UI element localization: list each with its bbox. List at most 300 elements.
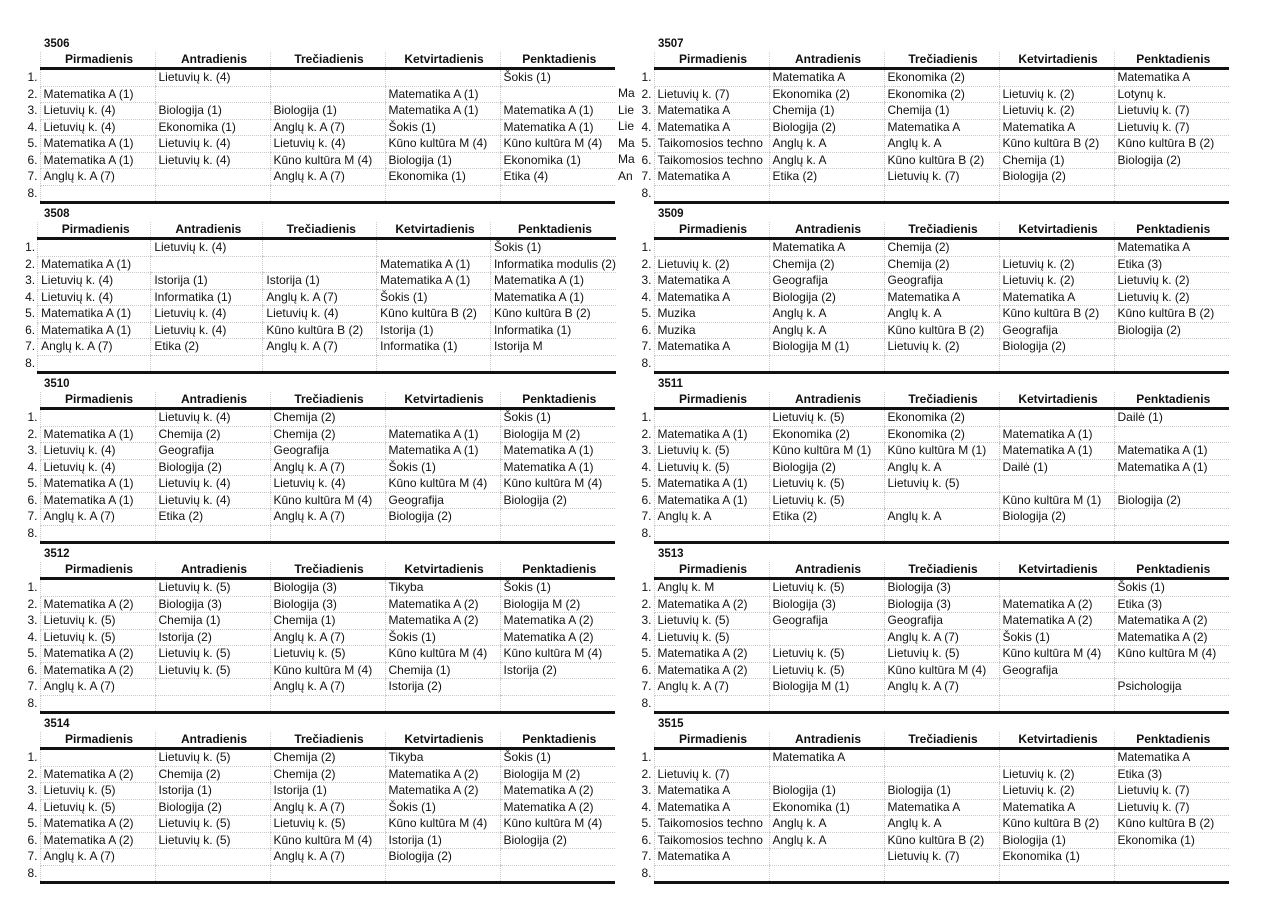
lesson-cell — [40, 865, 155, 883]
day-header: Antradienis — [155, 392, 270, 409]
period-number: 4. — [641, 119, 652, 134]
lesson-cell: Informatika modulis (2) — [490, 256, 616, 273]
period-row — [614, 749, 1229, 767]
lesson-cell — [1114, 525, 1229, 543]
lesson-cell: Lietuvių k. (4) — [155, 69, 270, 87]
lesson-cell: Matematika A (1) — [999, 443, 1114, 460]
lesson-cell — [654, 865, 769, 883]
lesson-cell — [999, 185, 1114, 203]
period-number: 6. — [641, 832, 652, 847]
lesson-cell: Lietuvių k. (7) — [654, 86, 769, 103]
period-number: 8. — [27, 526, 38, 541]
period-number: 7. — [27, 679, 38, 694]
lesson-cell: Lietuvių k. (2) — [999, 273, 1114, 290]
period-number-cell — [614, 256, 654, 273]
lesson-cell: Matematika A — [654, 273, 769, 290]
lesson-cell — [654, 69, 769, 87]
lesson-cell: Matematika A (1) — [40, 492, 155, 509]
lesson-cell: Matematika A — [999, 799, 1114, 816]
lesson-cell — [999, 69, 1114, 87]
lesson-cell — [40, 525, 155, 543]
period-number-cell — [0, 832, 40, 849]
lesson-cell: Lietuvių k. (2) — [1114, 273, 1229, 290]
lesson-cell: Biologija (2) — [155, 799, 270, 816]
lesson-cell — [500, 509, 615, 526]
header-row — [614, 392, 1229, 409]
lesson-cell: Lietuvių k. (5) — [155, 579, 270, 597]
period-number: 8. — [641, 356, 652, 371]
day-header: Ketvirtadienis — [385, 392, 500, 409]
lesson-cell: Matematika A (1) — [500, 103, 615, 120]
lesson-cell: Matematika A — [999, 119, 1114, 136]
header-row — [0, 222, 616, 239]
lesson-cell: Anglų k. A (7) — [263, 289, 377, 306]
period-row — [0, 816, 615, 833]
lesson-cell: Matematika A (2) — [40, 766, 155, 783]
period-number: 3. — [27, 443, 38, 458]
lesson-cell: Šokis (1) — [385, 799, 500, 816]
lesson-cell — [1114, 849, 1229, 866]
lesson-cell: Lietuvių k. (2) — [999, 103, 1114, 120]
lesson-cell: Lietuvių k. (5) — [769, 662, 884, 679]
period-number: 7. — [641, 679, 652, 694]
period-number: 3. — [641, 103, 652, 118]
lesson-cell: Muzika — [654, 306, 769, 323]
lesson-cell: Biologija (1) — [999, 832, 1114, 849]
lesson-cell — [490, 355, 616, 373]
day-header: Antradienis — [769, 222, 884, 239]
period-row — [0, 749, 615, 767]
day-header: Penktadienis — [1114, 562, 1229, 579]
lesson-cell: Anglų k. A — [769, 832, 884, 849]
lesson-cell — [884, 766, 999, 783]
period-number: 6. — [641, 152, 652, 167]
lesson-cell — [385, 525, 500, 543]
period-row — [614, 679, 1229, 696]
lesson-cell: Lietuvių k. (4) — [40, 443, 155, 460]
lesson-cell — [155, 185, 270, 203]
lesson-cell: Anglų k. A — [884, 306, 999, 323]
period-row — [614, 865, 1229, 883]
timetable-grid — [614, 392, 1229, 544]
lesson-cell: Matematika A (1) — [385, 86, 500, 103]
lesson-cell: Etika (3) — [1114, 596, 1229, 613]
lesson-cell: Biologija (2) — [1114, 492, 1229, 509]
lesson-cell — [769, 865, 884, 883]
lesson-cell: Muzika — [654, 322, 769, 339]
lesson-cell: Matematika A (2) — [654, 662, 769, 679]
period-number: 7. — [25, 339, 36, 354]
lesson-cell: Chemija (1) — [884, 103, 999, 120]
period-row — [0, 119, 615, 136]
lesson-cell — [999, 476, 1114, 493]
period-row — [614, 86, 1229, 103]
period-number: 7. — [27, 849, 38, 864]
lesson-cell: Lietuvių k. (5) — [769, 476, 884, 493]
period-number: 8. — [25, 356, 36, 371]
period-row — [0, 256, 616, 273]
lesson-cell: Kūno kultūra M (4) — [385, 646, 500, 663]
period-number: 2. — [641, 256, 652, 271]
timetable-grid — [614, 52, 1229, 204]
period-row — [0, 865, 615, 883]
lesson-cell: Biologija (2) — [385, 849, 500, 866]
lesson-cell: Anglų k. A (7) — [40, 849, 155, 866]
lesson-cell: Kūno kultūra M (4) — [385, 476, 500, 493]
lesson-cell: Kūno kultūra M (4) — [500, 136, 615, 153]
lesson-cell — [500, 695, 615, 713]
lesson-cell: Kūno kultūra B (2) — [1114, 136, 1229, 153]
lesson-cell: Ekonomika (1) — [500, 152, 615, 169]
period-number: 8. — [27, 866, 38, 881]
period-row — [0, 646, 615, 663]
lesson-cell: Etika (2) — [769, 169, 884, 186]
period-number-cell — [614, 783, 654, 800]
lesson-cell: Kūno kultūra M (1) — [884, 443, 999, 460]
lesson-cell — [884, 865, 999, 883]
period-number-cell — [0, 256, 38, 273]
period-number-cell — [0, 865, 40, 883]
lesson-cell: Matematika A — [654, 339, 769, 356]
lesson-cell: Tikyba — [385, 749, 500, 767]
lesson-cell: Matematika A — [999, 289, 1114, 306]
lesson-cell: Šokis (1) — [377, 289, 491, 306]
day-header: Antradienis — [155, 732, 270, 749]
period-row — [614, 409, 1229, 427]
class-title: 3510 — [44, 378, 70, 390]
period-number: 5. — [641, 476, 652, 491]
period-number: 5. — [27, 476, 38, 491]
period-number-cell — [614, 646, 654, 663]
lesson-cell: Lietuvių k. (7) — [1114, 799, 1229, 816]
period-number: 4. — [25, 289, 36, 304]
lesson-cell — [999, 695, 1114, 713]
lesson-cell: Kūno kultūra B (2) — [884, 832, 999, 849]
lesson-cell — [40, 695, 155, 713]
lesson-cell: Matematika A — [654, 849, 769, 866]
lesson-cell: Chemija (2) — [155, 426, 270, 443]
lesson-cell: Ekonomika (2) — [884, 409, 999, 427]
period-number: 5. — [27, 816, 38, 831]
lesson-cell — [38, 355, 151, 373]
period-row — [614, 799, 1229, 816]
lesson-cell: Matematika A (1) — [40, 426, 155, 443]
period-row — [0, 322, 616, 339]
period-number: 7. — [27, 509, 38, 524]
period-number: 4. — [641, 289, 652, 304]
period-number-cell — [614, 152, 654, 169]
lesson-cell: Anglų k. A (7) — [270, 169, 385, 186]
lesson-cell — [40, 749, 155, 767]
lesson-cell: Anglų k. A — [884, 136, 999, 153]
lesson-cell: Biologija (1) — [884, 783, 999, 800]
lesson-cell: Etika (3) — [1114, 766, 1229, 783]
lesson-cell — [884, 749, 999, 767]
lesson-cell: Chemija (1) — [155, 613, 270, 630]
lesson-cell — [654, 355, 769, 373]
lesson-cell — [769, 695, 884, 713]
period-row — [614, 119, 1229, 136]
lesson-cell: Matematika A (2) — [385, 783, 500, 800]
lesson-cell: Chemija (2) — [270, 409, 385, 427]
period-number-cell — [614, 355, 654, 373]
lesson-cell — [1114, 695, 1229, 713]
lesson-cell: Kūno kultūra B (2) — [377, 306, 491, 323]
lesson-cell: Biologija M (1) — [769, 679, 884, 696]
period-row — [614, 306, 1229, 323]
lesson-cell: Anglų k. A — [769, 152, 884, 169]
lesson-cell: Anglų k. A (7) — [263, 339, 377, 356]
timetable-grid — [0, 222, 616, 374]
lesson-cell: Biologija (2) — [769, 459, 884, 476]
lesson-cell: Anglų k. A (7) — [40, 169, 155, 186]
lesson-cell: Chemija (1) — [270, 613, 385, 630]
header-row — [0, 732, 615, 749]
lesson-cell — [999, 239, 1114, 257]
period-number-cell — [614, 443, 654, 460]
period-number-cell — [0, 289, 38, 306]
period-row — [614, 783, 1229, 800]
lesson-cell: Matematika A (1) — [40, 476, 155, 493]
lesson-cell: Taikomosios techno — [654, 816, 769, 833]
lesson-cell: Biologija (2) — [155, 459, 270, 476]
lesson-cell: Matematika A (1) — [385, 103, 500, 120]
period-number-cell — [614, 525, 654, 543]
lesson-cell — [151, 355, 263, 373]
period-number-cell — [614, 476, 654, 493]
lesson-cell: Istorija (1) — [385, 832, 500, 849]
lesson-cell: Kūno kultūra B (2) — [884, 322, 999, 339]
lesson-cell: Geografija — [769, 273, 884, 290]
period-row — [614, 289, 1229, 306]
period-number: 5. — [25, 306, 36, 321]
period-number: 8. — [27, 186, 38, 201]
timetable-grid — [614, 562, 1229, 714]
day-header: Pirmadienis — [40, 732, 155, 749]
lesson-cell — [155, 525, 270, 543]
period-number: 8. — [641, 866, 652, 881]
lesson-cell: Istorija (1) — [377, 322, 491, 339]
period-number-cell — [0, 596, 40, 613]
lesson-cell — [155, 865, 270, 883]
lesson-cell — [654, 409, 769, 427]
lesson-cell: Šokis (1) — [500, 749, 615, 767]
lesson-cell — [270, 86, 385, 103]
period-number-cell — [0, 646, 40, 663]
class-title: 3508 — [44, 208, 70, 220]
lesson-cell: Biologija (3) — [884, 596, 999, 613]
lesson-cell: Ekonomika (1) — [769, 799, 884, 816]
class-title: 3514 — [44, 718, 70, 730]
lesson-cell: Anglų k. A (7) — [40, 509, 155, 526]
period-row — [0, 629, 615, 646]
class-title: 3509 — [658, 208, 684, 220]
day-header: Ketvirtadienis — [385, 562, 500, 579]
period-number: 8. — [641, 526, 652, 541]
period-row — [0, 613, 615, 630]
lesson-cell: Matematika A — [769, 239, 884, 257]
lesson-cell: Matematika A (1) — [490, 289, 616, 306]
lesson-cell: Chemija (2) — [769, 256, 884, 273]
period-number-cell — [614, 239, 654, 257]
period-row — [614, 459, 1229, 476]
lesson-cell: Kūno kultūra M (4) — [999, 646, 1114, 663]
lesson-cell: Geografija — [999, 322, 1114, 339]
lesson-cell: Matematika A (1) — [500, 443, 615, 460]
period-number: 8. — [641, 186, 652, 201]
lesson-cell: Šokis (1) — [490, 239, 616, 257]
lesson-cell — [884, 185, 999, 203]
lesson-cell — [40, 185, 155, 203]
lesson-cell: Ekonomika (2) — [769, 426, 884, 443]
period-number-cell — [614, 662, 654, 679]
lesson-cell: Kūno kultūra M (4) — [500, 476, 615, 493]
lesson-cell — [155, 695, 270, 713]
lesson-cell: Biologija (1) — [769, 783, 884, 800]
lesson-cell: Anglų k. A (7) — [270, 849, 385, 866]
day-header: Trečiadienis — [270, 52, 385, 69]
header-row — [614, 562, 1229, 579]
lesson-cell: Lietuvių k. (5) — [884, 646, 999, 663]
day-header: Pirmadienis — [40, 562, 155, 579]
lesson-cell — [654, 185, 769, 203]
period-row — [614, 103, 1229, 120]
lesson-cell: Matematika A (1) — [654, 426, 769, 443]
period-number: 3. — [27, 613, 38, 628]
lesson-cell: Ekonomika (1) — [1114, 832, 1229, 849]
lesson-cell: Etika (2) — [769, 509, 884, 526]
period-number-cell — [614, 103, 654, 120]
period-number: 7. — [641, 849, 652, 864]
period-number-cell — [0, 679, 40, 696]
period-number: 2. — [641, 596, 652, 611]
lesson-cell: Lietuvių k. (4) — [155, 492, 270, 509]
lesson-cell: Ekonomika (2) — [884, 69, 999, 87]
day-header: Ketvirtadienis — [999, 52, 1114, 69]
lesson-cell: Chemija (1) — [999, 152, 1114, 169]
period-number: 8. — [641, 696, 652, 711]
period-row — [0, 169, 615, 186]
lesson-cell: Istorija (2) — [155, 629, 270, 646]
lesson-cell: Etika (2) — [155, 509, 270, 526]
period-number: 5. — [641, 136, 652, 151]
lesson-cell: Matematika A — [1114, 749, 1229, 767]
lesson-cell: Biologija (3) — [270, 579, 385, 597]
period-number: 3. — [27, 783, 38, 798]
lesson-cell: Lietuvių k. (5) — [884, 476, 999, 493]
day-header: Ketvirtadienis — [999, 222, 1114, 239]
lesson-cell: Lotynų k. — [1114, 86, 1229, 103]
lesson-cell: Lietuvių k. (5) — [155, 816, 270, 833]
lesson-cell: Kūno kultūra B (2) — [1114, 306, 1229, 323]
period-number-cell — [614, 169, 654, 186]
period-row — [614, 695, 1229, 713]
lesson-cell — [1114, 169, 1229, 186]
period-row — [614, 476, 1229, 493]
lesson-cell: Anglų k. A (7) — [654, 679, 769, 696]
day-header: Antradienis — [769, 392, 884, 409]
period-row — [0, 136, 615, 153]
timetable-grid — [0, 392, 615, 544]
period-number-cell — [614, 766, 654, 783]
class-title: 3513 — [658, 548, 684, 560]
lesson-cell: Matematika A — [769, 69, 884, 87]
lesson-cell: Biologija (2) — [500, 832, 615, 849]
period-number: 2. — [27, 426, 38, 441]
day-header: Antradienis — [151, 222, 263, 239]
period-number-cell — [0, 426, 40, 443]
lesson-cell — [1114, 426, 1229, 443]
lesson-cell: Lietuvių k. (4) — [270, 476, 385, 493]
lesson-cell — [40, 69, 155, 87]
lesson-cell: Chemija (2) — [270, 749, 385, 767]
period-number-cell — [0, 355, 38, 373]
period-row — [614, 322, 1229, 339]
period-number-cell — [0, 185, 40, 203]
period-number-cell — [614, 185, 654, 203]
period-number: 6. — [641, 322, 652, 337]
lesson-cell: Anglų k. A (7) — [40, 679, 155, 696]
lesson-cell: Lietuvių k. (5) — [769, 409, 884, 427]
lesson-cell: Matematika A (1) — [385, 426, 500, 443]
lesson-cell — [500, 865, 615, 883]
lesson-cell: Kūno kultūra M (4) — [270, 662, 385, 679]
lesson-cell: Lietuvių k. (2) — [884, 339, 999, 356]
lesson-cell: Istorija M — [490, 339, 616, 356]
lesson-cell: Geografija — [769, 613, 884, 630]
period-row — [614, 849, 1229, 866]
period-number-cell — [0, 579, 40, 597]
lesson-cell: Biologija (3) — [270, 596, 385, 613]
day-header: Ketvirtadienis — [385, 52, 500, 69]
lesson-cell: Matematika A (2) — [500, 629, 615, 646]
lesson-cell: Matematika A (2) — [40, 662, 155, 679]
period-number: 3. — [27, 103, 38, 118]
header-row — [0, 52, 615, 69]
lesson-cell: Taikomosios techno — [654, 832, 769, 849]
period-row — [614, 613, 1229, 630]
lesson-cell: Taikomosios techno — [654, 152, 769, 169]
lesson-cell: Dailė (1) — [1114, 409, 1229, 427]
lesson-cell: Biologija (2) — [385, 509, 500, 526]
timetable-grid — [0, 52, 615, 204]
clipped-label: Lie — [618, 102, 635, 117]
lesson-cell: Istorija (1) — [263, 273, 377, 290]
lesson-cell: Geografija — [884, 613, 999, 630]
day-header: Pirmadienis — [40, 52, 155, 69]
lesson-cell — [884, 695, 999, 713]
day-header: Penktadienis — [500, 392, 615, 409]
period-number: 1. — [641, 579, 652, 594]
lesson-cell: Šokis (1) — [385, 459, 500, 476]
period-number-cell — [0, 306, 38, 323]
lesson-cell: Šokis (1) — [500, 579, 615, 597]
lesson-cell: Matematika A (2) — [500, 799, 615, 816]
lesson-cell: Ekonomika (1) — [385, 169, 500, 186]
lesson-cell: Anglų k. A (7) — [270, 459, 385, 476]
period-number: 2. — [27, 766, 38, 781]
lesson-cell — [385, 185, 500, 203]
lesson-cell: Ekonomika (1) — [155, 119, 270, 136]
lesson-cell: Biologija (1) — [155, 103, 270, 120]
lesson-cell: Kūno kultūra M (4) — [500, 816, 615, 833]
lesson-cell: Šokis (1) — [1114, 579, 1229, 597]
period-number-cell — [0, 783, 40, 800]
period-row — [0, 355, 616, 373]
lesson-cell: Biologija (2) — [999, 509, 1114, 526]
period-number-cell — [0, 322, 38, 339]
period-number-cell — [614, 306, 654, 323]
